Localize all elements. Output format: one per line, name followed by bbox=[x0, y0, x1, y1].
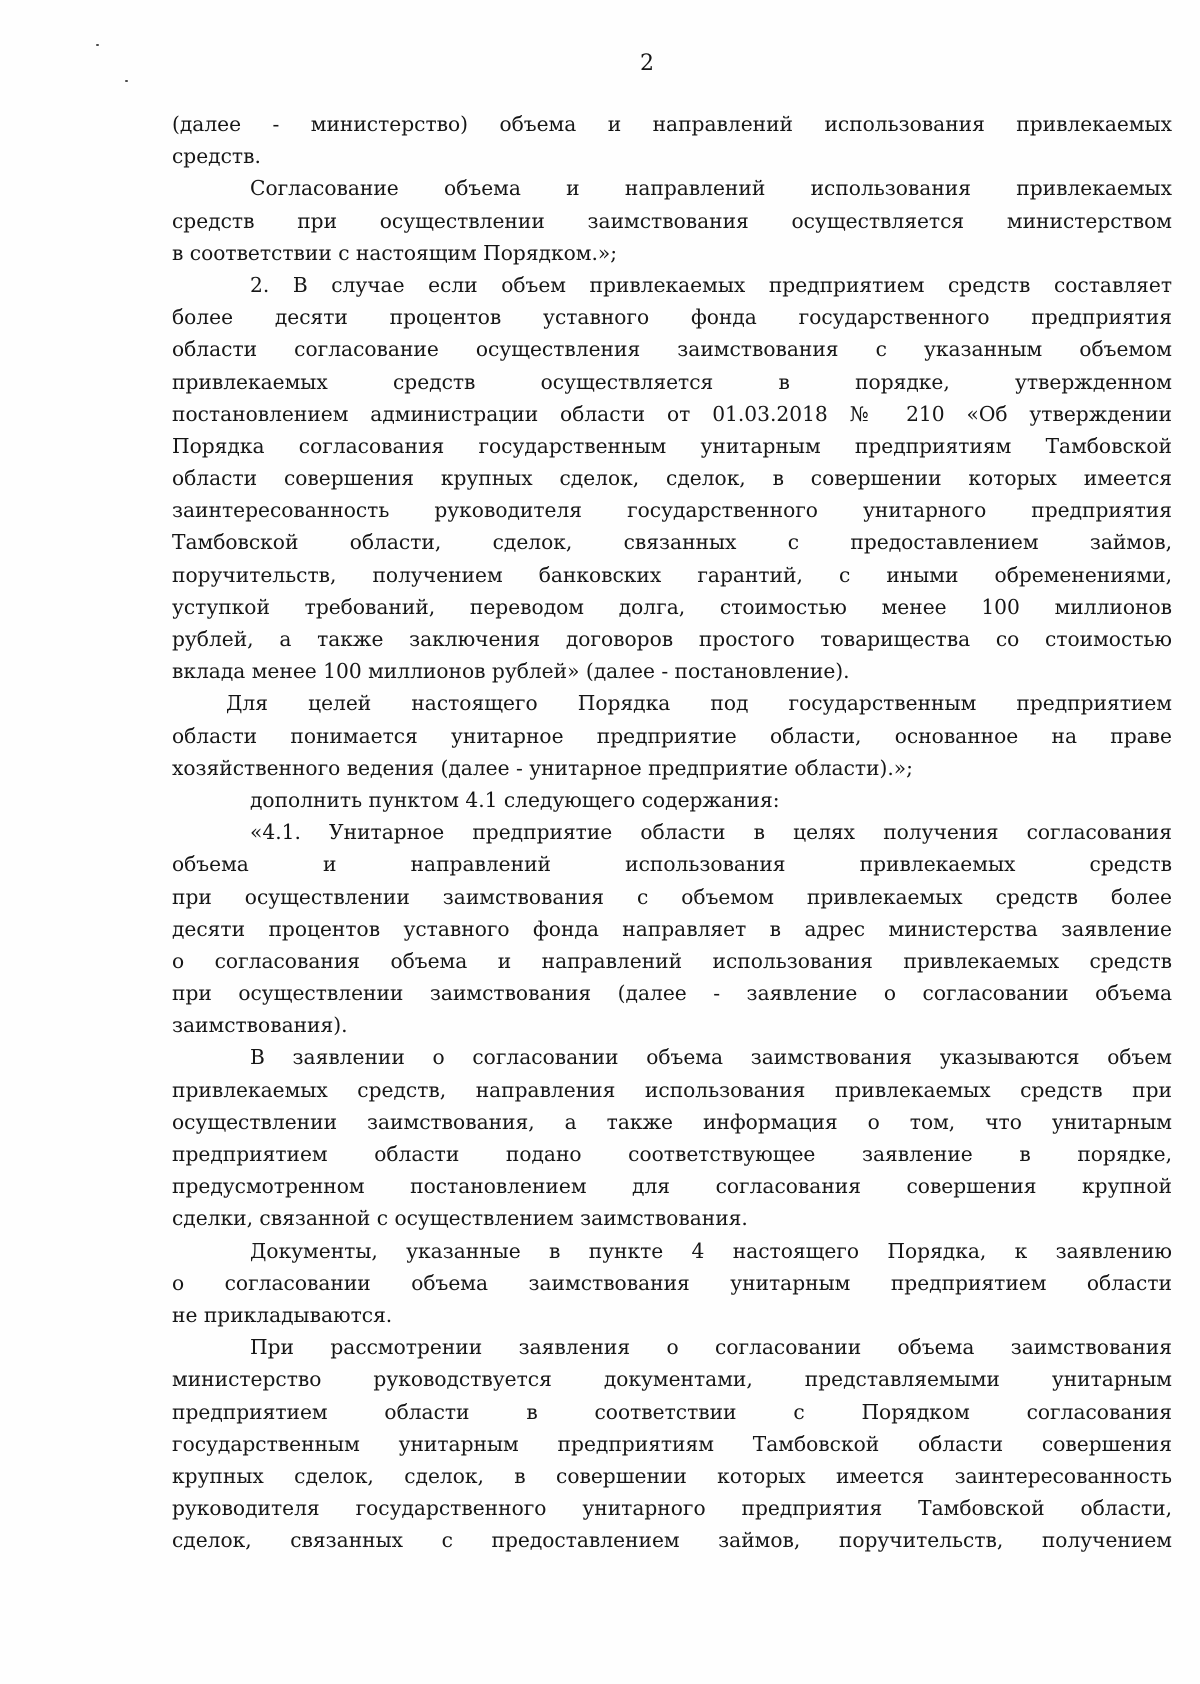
text-line: осуществлении заимствования, а также информация о том, что унитарным bbox=[172, 1109, 1172, 1134]
text-line: при осуществлении заимствования с объемом привлекаемых средств более bbox=[172, 884, 1172, 909]
text-line: «4.1. Унитарное предприятие области в целях получения согласования bbox=[250, 820, 1172, 845]
text-line: предусмотренном постановлением для согласования совершения крупной bbox=[172, 1174, 1172, 1199]
page-number: 2 bbox=[640, 51, 654, 76]
text-line: Для целей настоящего Порядка под государственным предприятием bbox=[226, 691, 1172, 716]
document-body bbox=[172, 108, 1172, 1556]
text-line: средств. bbox=[172, 144, 261, 169]
text-line: сделок, связанных с предоставлением займов, поручительств, получением bbox=[172, 1528, 1172, 1553]
text-line: руководителя государственного унитарного предприятия Тамбовской области, bbox=[172, 1496, 1172, 1521]
text-line: области понимается унитарное предприятие области, основанное на праве bbox=[172, 723, 1172, 748]
text-line: привлекаемых средств, направления использования привлекаемых средств при bbox=[172, 1077, 1172, 1102]
text-line: крупных сделок, сделок, в совершении которых имеется заинтересованность bbox=[172, 1463, 1172, 1488]
scan-speck bbox=[96, 44, 99, 46]
text-line: 2. В случае если объем привлекаемых предприятием средств составляет bbox=[250, 272, 1172, 297]
text-line: Документы, указанные в пункте 4 настоящего Порядка, к заявлению bbox=[250, 1238, 1172, 1263]
text-line: поручительств, получением банковских гарантий, с иными обременениями, bbox=[172, 562, 1172, 587]
text-line: дополнить пунктом 4.1 следующего содержания: bbox=[250, 787, 780, 812]
text-line: предприятием области подано соответствующее заявление в порядке, bbox=[172, 1142, 1172, 1166]
text-line: области совершения крупных сделок, сделок, в совершении которых имеется bbox=[172, 466, 1172, 491]
text-line: о согласования объема и направлений использования привлекаемых средств bbox=[172, 948, 1172, 973]
text-line: рублей, а также заключения договоров простого товарищества со стоимостью bbox=[172, 627, 1172, 651]
text-line: при осуществлении заимствования (далее - заявление о согласовании объема bbox=[172, 981, 1172, 1006]
text-line: о согласовании объема заимствования унитарным предприятием области bbox=[172, 1270, 1172, 1295]
text-line: предприятием области в соответствии с Порядком согласования bbox=[172, 1399, 1172, 1424]
text-line: уступкой требований, переводом долга, стоимостью менее 100 миллионов bbox=[172, 594, 1172, 619]
text-line: хозяйственного ведения (далее - унитарное предприятие области).»; bbox=[172, 755, 913, 780]
text-line: объема и направлений использования привлекаемых средств bbox=[172, 852, 1172, 877]
text-line: вклада менее 100 миллионов рублей» (далее - постановление). bbox=[172, 659, 850, 684]
text-line: заинтересованность руководителя государственного унитарного предприятия bbox=[172, 498, 1172, 523]
text-line: не прикладываются. bbox=[172, 1302, 393, 1327]
text-line: Порядка согласования государственным унитарным предприятиям Тамбовской bbox=[172, 433, 1172, 458]
text-line: (далее - министерство) объема и направлений использования привлекаемых bbox=[172, 112, 1172, 136]
text-line: постановлением администрации области от 01.03.2018 № 210 «Об утверждении bbox=[172, 401, 1172, 426]
text-line: области согласование осуществления заимствования с указанным объемом bbox=[172, 337, 1172, 362]
text-line: сделки, связанной с осуществлением заимствования. bbox=[172, 1206, 748, 1231]
text-line: министерство руководствуется документами, представляемыми унитарным bbox=[172, 1367, 1172, 1392]
text-line: Согласование объема и направлений использования привлекаемых bbox=[250, 176, 1172, 201]
text-line: в соответствии с настоящим Порядком.»; bbox=[172, 240, 618, 265]
text-line: заимствования). bbox=[172, 1013, 348, 1038]
text-line: В заявлении о согласовании объема заимствования указываются объем bbox=[250, 1045, 1172, 1070]
text-line: привлекаемых средств осуществляется в порядке, утвержденном bbox=[172, 369, 1172, 394]
text-line: Тамбовской области, сделок, связанных с предоставлением займов, bbox=[172, 530, 1172, 555]
text-line: При рассмотрении заявления о согласовании объема заимствования bbox=[250, 1335, 1172, 1360]
text-line: десяти процентов уставного фонда направляет в адрес министерства заявление bbox=[172, 916, 1172, 941]
text-line: средств при осуществлении заимствования осуществляется министерством bbox=[172, 208, 1172, 233]
text-line: более десяти процентов уставного фонда государственного предприятия bbox=[172, 305, 1172, 330]
scan-speck bbox=[125, 80, 128, 82]
text-line: государственным унитарным предприятиям Тамбовской области совершения bbox=[172, 1431, 1172, 1456]
